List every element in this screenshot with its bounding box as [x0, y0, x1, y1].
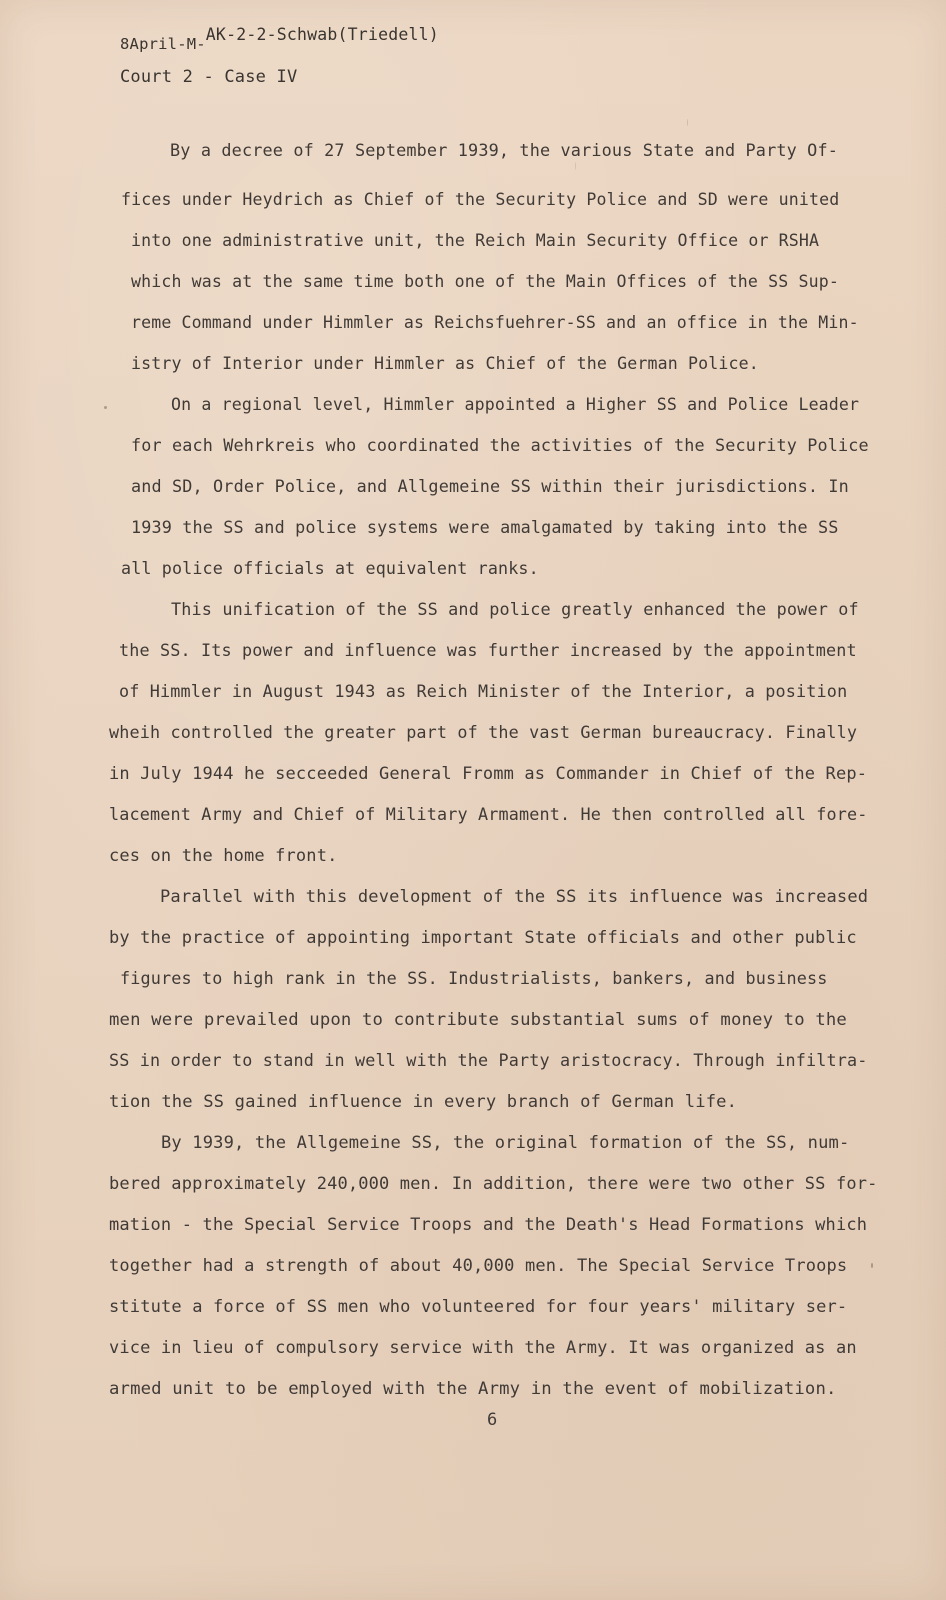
text-line: SS in order to stand in well with the Party aristocracy. Through infiltra- — [109, 1051, 868, 1071]
text-line: of Himmler in August 1943 as Reich Minister of the Interior, a position — [119, 682, 848, 702]
text-line: stitute a force of SS men who volunteered for four years' military ser- — [109, 1297, 848, 1317]
text-line: and SD, Order Police, and Allgemeine SS within their jurisdictions. In — [131, 477, 849, 497]
text-line: mation - the Special Service Troops and the Death's Head Formations which — [109, 1215, 868, 1235]
text-line: fices under Heydrich as Chief of the Security Police and SD were united — [121, 190, 840, 210]
text-line: armed unit to be employed with the Army in the event of mobilization. — [109, 1379, 837, 1399]
text-line: the SS. Its power and influence was further increased by the appointment — [119, 641, 857, 661]
text-line: 1939 the SS and police systems were amalgamated by taking into the SS — [131, 518, 839, 538]
text-line: all police officials at equivalent ranks. — [121, 559, 539, 579]
text-line: bered approximately 240,000 men. In addition, there were two other SS for- — [109, 1174, 878, 1194]
text-line: lacement Army and Chief of Military Armament. He then controlled all fore- — [109, 805, 868, 825]
paper-speck — [687, 119, 688, 126]
text-line: By 1939, the Allgemeine SS, the original formation of the SS, num- — [161, 1133, 850, 1153]
text-line: for each Wehrkreis who coordinated the activities of the Security Police — [131, 436, 869, 456]
text-line: This unification of the SS and police greatly enhanced the power of — [171, 600, 859, 620]
reference-date: 8April-M- — [120, 35, 206, 53]
text-line: wheih controlled the greater part of the vast German bureaucracy. Finally — [109, 723, 858, 743]
text-line: reme Command under Himmler as Reichsfuehrer-SS and an office in the Min- — [131, 313, 859, 333]
text-line: men were prevailed upon to contribute substantial sums of money to the — [109, 1010, 847, 1030]
paper-speck — [104, 406, 107, 409]
text-line: Parallel with this development of the SS its influence was increased — [160, 887, 869, 907]
paper-speck — [694, 894, 695, 901]
text-line: which was at the same time both one of the Main Offices of the SS Sup- — [131, 272, 839, 292]
reference-code: AK-2-2-Schwab(Triedell) — [205, 25, 439, 44]
text-line: by the practice of appointing important State officials and other public — [109, 928, 857, 948]
text-line: On a regional level, Himmler appointed a Higher SS and Police Leader — [171, 395, 860, 415]
text-line: figures to high rank in the SS. Industrialists, bankers, and business — [120, 969, 828, 989]
page-number: 6 — [487, 1410, 498, 1430]
text-line: vice in lieu of compulsory service with the Army. It was organized as an — [109, 1338, 857, 1358]
text-line: ces on the home front. — [109, 846, 338, 866]
text-line: in July 1944 he secceeded General Fromm as Commander in Chief of the Rep- — [109, 764, 868, 784]
text-line: istry of Interior under Himmler as Chief of the German Police. — [131, 354, 759, 374]
text-line: By a decree of 27 September 1939, the various State and Party Of- — [170, 141, 839, 161]
text-line: tion the SS gained influence in every branch of German life. — [109, 1092, 738, 1112]
case-heading: Court 2 - Case IV — [120, 67, 298, 87]
paper-speck — [871, 1263, 873, 1268]
paper-speck — [575, 162, 576, 170]
text-line: together had a strength of about 40,000 men. The Special Service Troops — [109, 1256, 848, 1276]
text-line: into one administrative unit, the Reich Main Security Office or RSHA — [131, 231, 820, 251]
document-reference-header — [120, 25, 439, 53]
